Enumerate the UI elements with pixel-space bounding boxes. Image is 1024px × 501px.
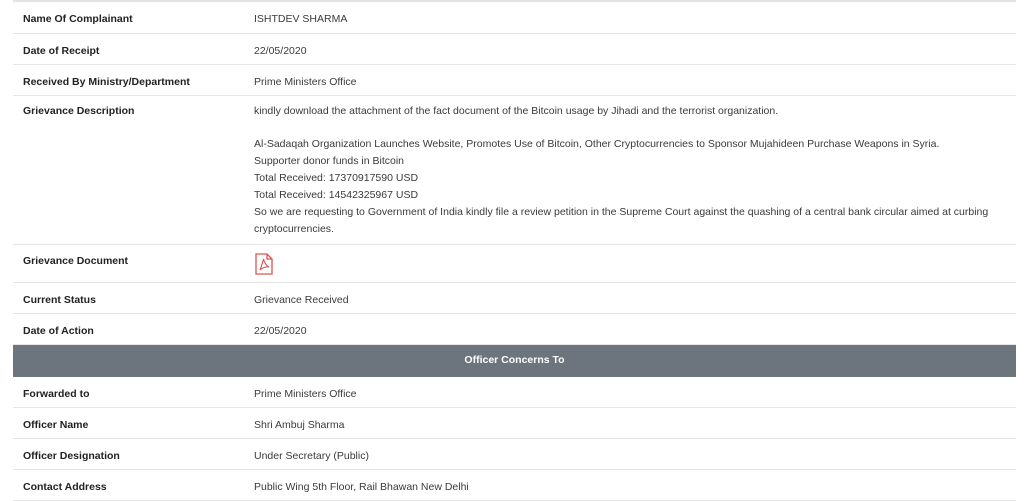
description-line: Total Received: 14542325967 USD xyxy=(254,188,419,201)
field-value: Shri Ambuj Sharma xyxy=(244,407,1016,438)
description-line: Supporter donor funds in Bitcoin xyxy=(254,154,405,167)
row-current-status xyxy=(13,282,1016,313)
grievance-description-text xyxy=(244,95,1016,244)
document-cell xyxy=(244,244,1016,282)
field-label: Name Of Complainant xyxy=(13,2,244,33)
description-line: kindly download the attachment of the fact document of the Bitcoin usage by Jihadi and the terrorist organization. xyxy=(254,104,779,117)
field-label: Current Status xyxy=(13,282,244,313)
field-value: Public Wing 5th Floor, Rail Bhawan New Delhi xyxy=(244,469,1016,500)
pdf-icon[interactable] xyxy=(254,253,274,275)
field-label: Forwarded to xyxy=(13,376,244,407)
field-label: Received By Ministry/Department xyxy=(13,64,244,95)
description-line: Total Received: 17370917590 USD xyxy=(254,171,419,184)
row-officer-designation xyxy=(13,438,1016,469)
field-value: 22/05/2020 xyxy=(244,313,1016,344)
row-date-of-action xyxy=(13,313,1016,344)
field-value: Prime Ministers Office xyxy=(244,376,1016,407)
row-grievance-document xyxy=(13,244,1016,282)
row-contact-address xyxy=(13,469,1016,500)
field-label: Date of Action xyxy=(13,313,244,344)
grievance-details-panel xyxy=(13,0,1016,499)
row-forwarded-to xyxy=(13,376,1016,407)
field-label: Officer Designation xyxy=(13,438,244,469)
section-header-row xyxy=(13,344,1016,376)
field-label: Contact Address xyxy=(13,469,244,500)
field-value: ISHTDEV SHARMA xyxy=(244,2,1016,33)
row-officer-name xyxy=(13,407,1016,438)
field-label: Date of Receipt xyxy=(13,33,244,64)
row-received-by xyxy=(13,64,1016,95)
row-date-of-receipt xyxy=(13,33,1016,64)
field-label: Officer Name xyxy=(13,407,244,438)
section-header: Officer Concerns To xyxy=(13,344,1016,376)
field-value: Prime Ministers Office xyxy=(244,64,1016,95)
field-value: Grievance Received xyxy=(244,282,1016,313)
description-line: Al-Sadaqah Organization Launches Website, Promotes Use of Bitcoin, Other Cryptocurrencies to Sponsor Mujahideen Purchase Weapons in Syria. xyxy=(254,137,940,150)
field-label: Grievance Description xyxy=(13,95,244,244)
row-name-of-complainant xyxy=(13,2,1016,33)
field-value: Under Secretary (Public) xyxy=(244,438,1016,469)
field-label: Grievance Document xyxy=(13,244,244,282)
row-grievance-description xyxy=(13,95,1016,244)
grievance-details-table xyxy=(13,2,1016,501)
description-line: So we are requesting to Government of India kindly file a review petition in the Supreme Court against the quashing of a central bank circular aimed at curbing cryptocurrencies. xyxy=(254,205,989,235)
field-value: 22/05/2020 xyxy=(244,33,1016,64)
